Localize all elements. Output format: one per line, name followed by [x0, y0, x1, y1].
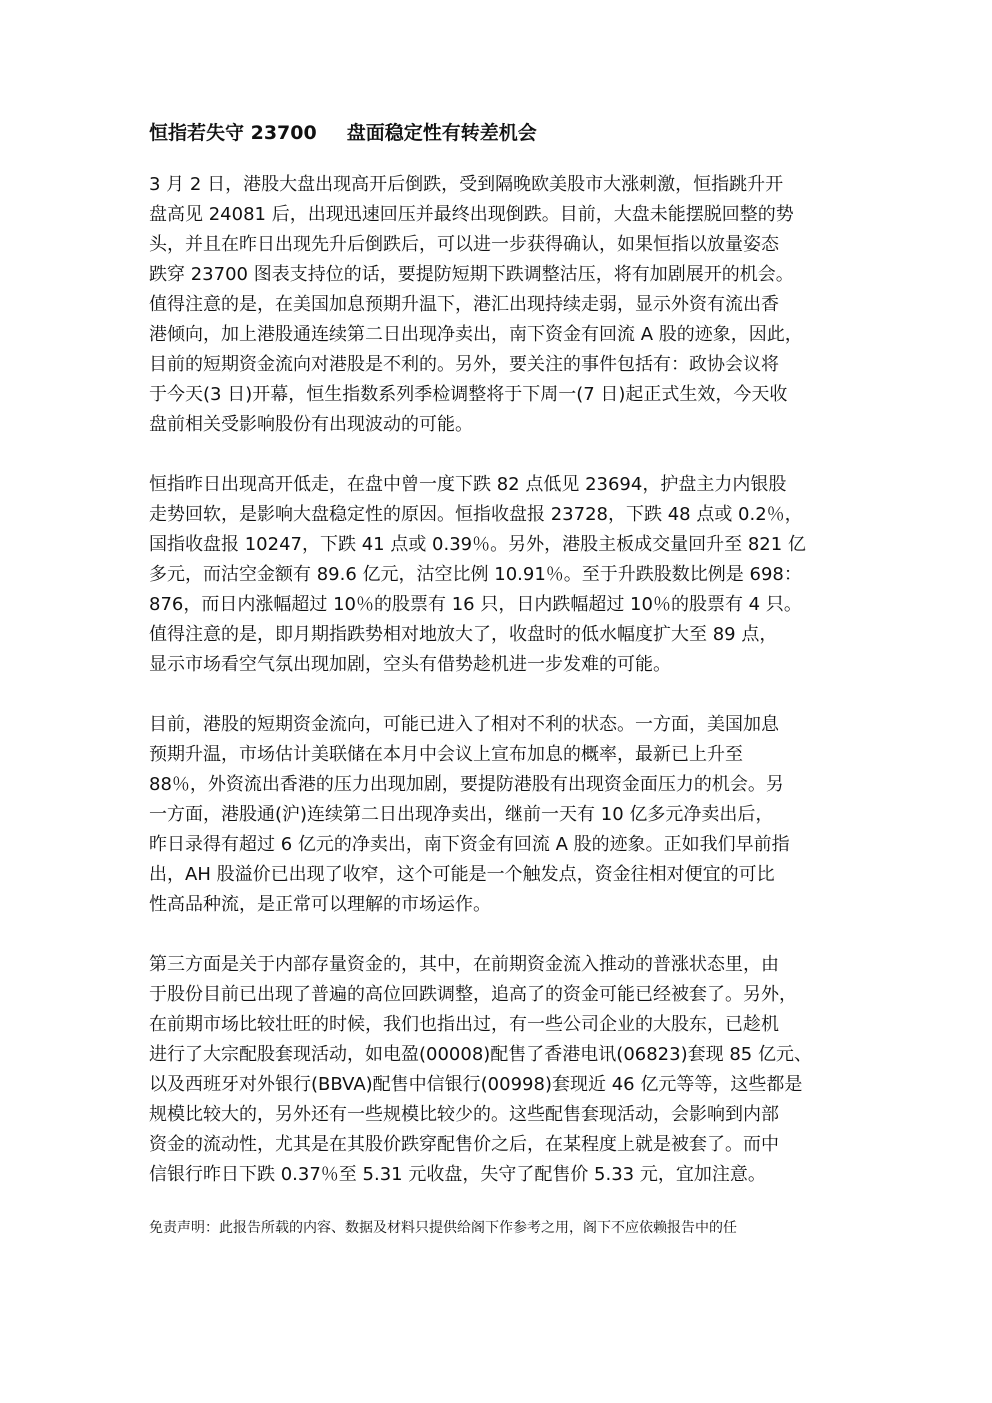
paragraph-line: 国指收盘报 10247，下跌 41 点或 0.39％。另外，港股主板成交量回升至 821 亿 — [149, 534, 806, 555]
paragraph-line: 以及西班牙对外银行(BBVA)配售中信银行(00998)套现近 46 亿元等等，这些都是 — [149, 1074, 803, 1095]
paragraph-line: 多元，而沽空金额有 89.6 亿元，沽空比例 10.91％。至于升跌股数比例是 698： — [149, 564, 802, 585]
paragraph-line: 值得注意的是，在美国加息预期升温下，港汇出现持续走弱，显示外资有流出香 — [149, 294, 779, 315]
paragraph-line: 于股份目前已出现了普遍的高位回跌调整，追高了的资金可能已经被套了。另外， — [149, 984, 797, 1005]
paragraph-line: 恒指昨日出现高开低走，在盘中曾一度下跌 82 点低见 23694，护盘主力内银股 — [149, 474, 787, 495]
paragraph-line: 3 月 2 日，港股大盘出现高开后倒跌，受到隔晚欧美股市大涨刺激，恒指跳升开 — [149, 174, 784, 195]
paragraph-line: 876，而日内涨幅超过 10％的股票有 16 只，日内跌幅超过 10％的股票有 4 只。 — [149, 594, 802, 615]
paragraph-line: 于今天(3 日)开幕，恒生指数系列季检调整将于下周一(7 日)起正式生效，今天收 — [149, 384, 788, 405]
paragraph-line: 港倾向，加上港股通连续第二日出现净卖出，南下资金有回流 A 股的迹象，因此， — [149, 324, 803, 345]
paragraph-line: 预期升温，市场估计美联储在本月中会议上宣布加息的概率，最新已上升至 — [149, 744, 743, 765]
paragraph-line: 信银行昨日下跌 0.37％至 5.31 元收盘，失守了配售价 5.33 元，宜加注意。 — [149, 1164, 766, 1185]
paragraph-line: 88％，外资流出香港的压力出现加剧，要提防港股有出现资金面压力的机会。另 — [149, 774, 784, 795]
paragraph-line: 进行了大宗配股套现活动，如电盈(00008)配售了香港电讯(06823)套现 85 亿元、 — [149, 1044, 812, 1065]
paragraph-line: 第三方面是关于内部存量资金的，其中，在前期资金流入推动的普涨状态里，由 — [149, 954, 779, 975]
paragraph-line: 显示市场看空气氛出现加剧，空头有借势趁机进一步发难的可能。 — [149, 654, 671, 675]
paragraph — [149, 170, 849, 440]
paragraph-line: 值得注意的是，即月期指跌势相对地放大了，收盘时的低水幅度扩大至 89 点， — [149, 624, 778, 645]
paragraph-line: 头，并且在昨日出现先升后倒跌后，可以进一步获得确认，如果恒指以放量姿态 — [149, 234, 779, 255]
paragraph-line: 盘高见 24081 后，出现迅速回压并最终出现倒跌。目前，大盘未能摆脱回整的势 — [149, 204, 794, 225]
paragraph-line: 目前，港股的短期资金流向，可能已进入了相对不利的状态。一方面，美国加息 — [149, 714, 779, 735]
title-right: 盘面稳定性有转差机会 — [346, 122, 537, 144]
article-body — [149, 170, 849, 1190]
paragraph — [149, 470, 849, 680]
document-page — [149, 118, 849, 1240]
paragraph — [149, 950, 849, 1190]
paragraph-line: 走势回软，是影响大盘稳定性的原因。恒指收盘报 23728，下跌 48 点或 0.2％， — [149, 504, 803, 525]
paragraph-line: 性高品种流，是正常可以理解的市场运作。 — [149, 894, 491, 915]
paragraph-line: 目前的短期资金流向对港股是不利的。另外，要关注的事件包括有：政协会议将 — [149, 354, 779, 375]
title-left: 恒指若失守 23700 — [149, 122, 317, 144]
paragraph-line: 出，AH 股溢价已出现了收窄，这个可能是一个触发点，资金往相对便宜的可比 — [149, 864, 775, 885]
article-title — [149, 118, 849, 148]
paragraph-line: 跌穿 23700 图表支持位的话，要提防短期下跌调整沽压，将有加剧展开的机会。 — [149, 264, 794, 285]
paragraph-line: 一方面，港股通(沪)连续第二日出现净卖出，继前一天有 10 亿多元净卖出后， — [149, 804, 774, 825]
paragraph — [149, 710, 849, 920]
paragraph-line: 盘前相关受影响股份有出现波动的可能。 — [149, 414, 473, 435]
paragraph-line: 资金的流动性，尤其是在其股价跌穿配售价之后，在某程度上就是被套了。而中 — [149, 1134, 779, 1155]
paragraph-line: 规模比较大的，另外还有一些规模比较少的。这些配售套现活动，会影响到内部 — [149, 1104, 779, 1125]
paragraph-line: 昨日录得有超过 6 亿元的净卖出，南下资金有回流 A 股的迹象。正如我们早前指 — [149, 834, 790, 855]
disclaimer-text: 免责声明：此报告所载的内容、数据及材料只提供给阁下作参考之用，阁下不应依赖报告中的任 — [149, 1220, 737, 1236]
paragraph-line: 在前期市场比较壮旺的时候，我们也指出过，有一些公司企业的大股东，已趁机 — [149, 1014, 779, 1035]
